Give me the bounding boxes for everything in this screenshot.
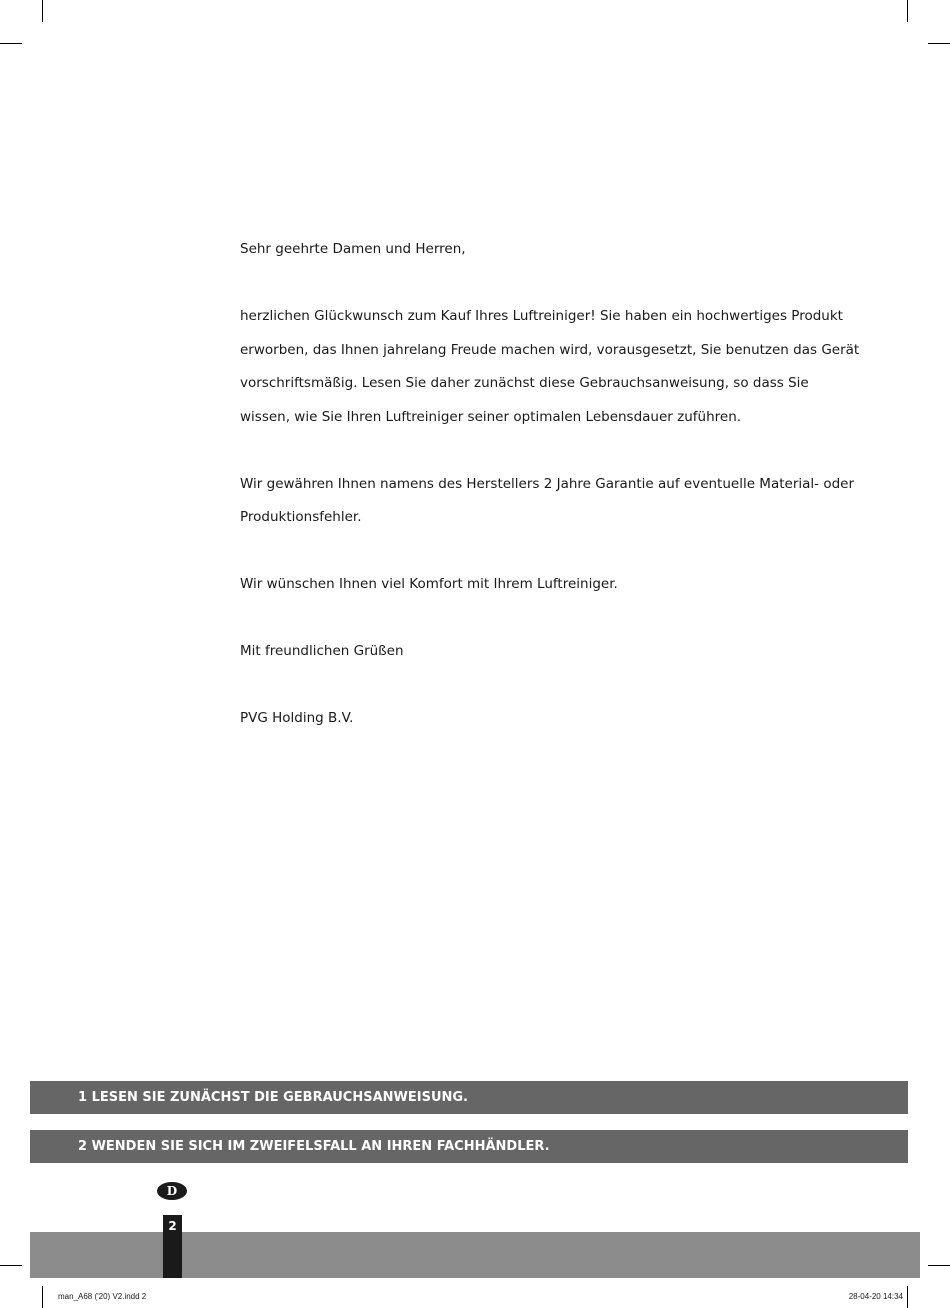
salutation: Sehr geehrte Damen und Herren, — [240, 241, 466, 257]
page-number-tab: 2 — [163, 1215, 182, 1278]
crop-mark — [42, 0, 43, 22]
slug-filename: man_A68 ('20) V2.indd 2 — [58, 1292, 147, 1301]
paragraph-warranty: Wir gewähren Ihnen namens des Herstellers 2 Jahre Garantie auf eventuelle Material- oder Produktionsfehler. — [240, 475, 854, 525]
notice-band-2: 2 WENDEN SIE SICH IM ZWEIFELSFALL AN IHREN FACHHÄNDLER. — [30, 1130, 908, 1163]
crop-mark — [928, 43, 950, 44]
notice-band-1: 1 LESEN SIE ZUNÄCHST DIE GEBRAUCHSANWEISUNG. — [30, 1081, 908, 1114]
crop-mark — [928, 1265, 950, 1266]
signature: PVG Holding B.V. — [240, 710, 354, 726]
crop-mark — [0, 1265, 22, 1266]
crop-mark — [42, 1286, 43, 1308]
crop-mark — [907, 0, 908, 22]
crop-mark — [907, 1286, 908, 1308]
letter-body — [240, 233, 860, 769]
slug-timestamp: 28-04-20 14:34 — [848, 1292, 903, 1301]
paragraph-wish: Wir wünschen Ihnen viel Komfort mit Ihrem Luftreiniger. — [240, 576, 618, 592]
crop-mark — [0, 43, 22, 44]
paragraph-intro: herzlichen Glückwunsch zum Kauf Ihres Luftreiniger! Sie haben ein hochwertiges Produkt erworben, das Ihnen jahrelang Freude machen wird, vorausgesetzt, Sie benutzen das Gerät vorschriftsmäßig. Lesen Sie daher zunächst diese Gebrauchsanweisung, so dass Sie wissen, wie Sie Ihren Luftreiniger seiner optimalen Lebensdauer zuführen. — [240, 308, 860, 425]
language-badge: D — [157, 1182, 187, 1200]
closing: Mit freundlichen Grüßen — [240, 643, 404, 659]
